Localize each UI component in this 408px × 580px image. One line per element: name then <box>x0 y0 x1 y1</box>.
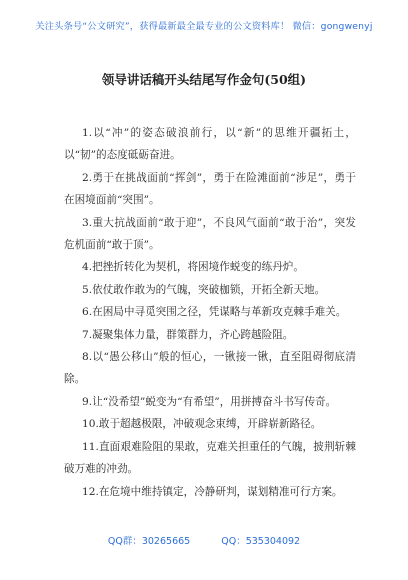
list-item: 10.敢于超越极限，冲破观念束缚，开辟崭新路径。 <box>82 418 322 431</box>
footer-contact <box>0 533 408 547</box>
list-item: 2.勇于在挑战面前“挥剑”，勇于在险滩面前“涉足”，勇于在困境面前“突围”。 <box>64 171 356 207</box>
list-item: 8.以“愚公移山”般的恒心，一锹接一锹，直至阻碍彻底清除。 <box>64 351 356 386</box>
list-item: 3.重大抗战面前“敢于迎”，不良风气面前“敢于治”，突发危机面前“敢于顶”。 <box>64 216 356 252</box>
list-item: 12.在危境中维持镇定，冷静研判，谋划精准可行方案。 <box>82 485 343 498</box>
list-item: 6.在困局中寻觅突围之径，凭谋略与革新攻克棘手难关。 <box>82 306 347 319</box>
document-title: 领导讲话稿开头结尾写作金句(50组) <box>101 72 307 87</box>
list-item: 4.把挫折转化为契机，将困境作蜕变的练丹炉。 <box>82 261 304 274</box>
footer-qq-group: QQ群：30265665 <box>107 536 191 547</box>
list-item: 9.让“没希望”蜕变为“有希望”，用拼搏奋斗书写传奇。 <box>82 395 337 408</box>
footer-qq: QQ：535304092 <box>221 536 301 547</box>
list-item: 11.直面艰难险阻的果敢，克难关担重任的气魄，披荆斩棘破万难的冲劲。 <box>64 440 356 476</box>
list-item: 5.依仗敢作敢为的气魄，突破枷锁，开拓全新天地。 <box>82 283 326 296</box>
header-banner: 关注头条号“公文研究”，获得最新最全最专业的公文资料库！ 微信：gongwenyj <box>35 21 373 32</box>
list-item: 7.凝聚集体力量，群策群力，齐心跨越险阻。 <box>82 328 294 341</box>
document-body <box>64 122 356 503</box>
list-item: 1.以“冲”的姿态破浪前行，以“新”的思维开疆拓土，以“韧”的态度砥砺奋进。 <box>64 127 356 162</box>
